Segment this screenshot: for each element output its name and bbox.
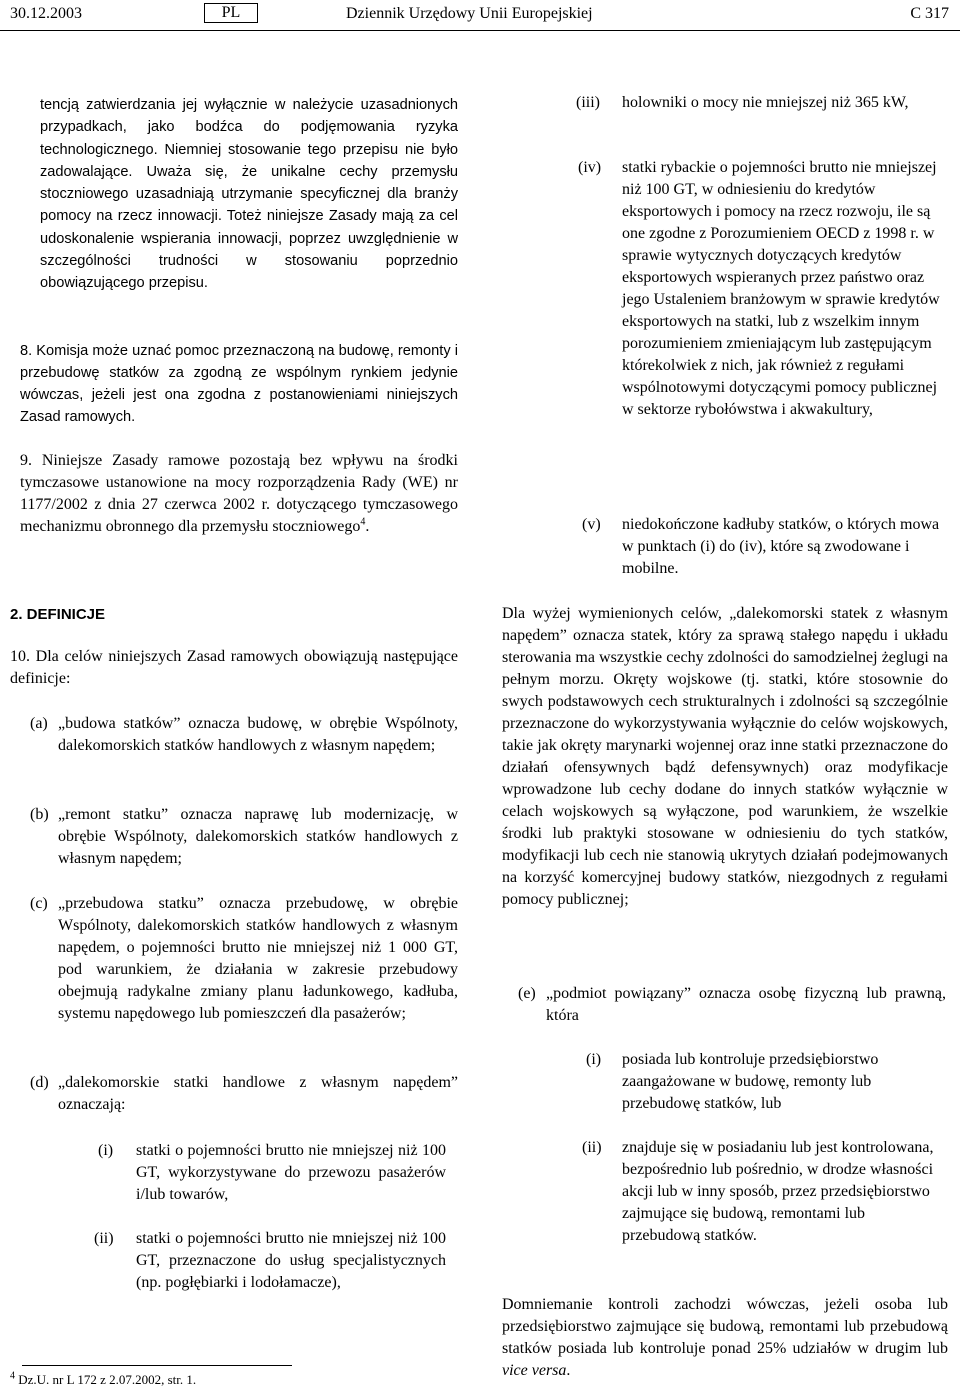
v-text: niedokończone kadłuby statków, o których mowa w punktach (i) do (iv), które są zwodowane i mobilne. xyxy=(622,516,940,577)
header-date: 30.12.2003 xyxy=(10,5,82,22)
iii-text: holowniki o mocy nie mniejszej niż 365 kW, xyxy=(622,94,909,111)
e-ii-label: (ii) xyxy=(582,1139,602,1156)
header-journal-title: Dziennik Urzędowy Unii Europejskiej xyxy=(346,5,593,22)
final-italic: vice versa xyxy=(502,1362,567,1379)
d-i-label: (i) xyxy=(98,1142,114,1159)
definition-e: „podmiot powiązany” oznacza osobę fizyczną lub prawną, która xyxy=(546,985,946,1024)
d-ii-text: statki o pojemności brutto nie mniejszej niż 100 GT, przeznaczone do usług specjalistycznych (np. pogłębiarki i lodołamacze), xyxy=(136,1230,446,1291)
intro-paragraph: tencją zatwierdzania jej wyłącznie w należycie uzasadnionych przypadkach, jako bodźca do podjęmowania ryzyka technologicznego. Niemniej stosowanie tego przepisu nie było zadowalające. Uważa się, że unikalne cechy przemysłu stoczniowego uzasadniają utrzymanie specyficznej dla branży pomocy na rzecz innowacji. Toteż niniejsze Zasady mają za cel udoskonalenie wspierania innowacji, poprzez uwzględnienie w szczególności trudności w stosowaniu poprzednio obowiązującego przepisu. xyxy=(40,97,458,292)
footnote-reference: 4 xyxy=(360,516,366,528)
header-rule xyxy=(0,30,960,31)
section-heading: 2. DEFINICJE xyxy=(10,606,106,623)
control-presumption-paragraph xyxy=(502,1294,948,1382)
e-i-text: posiada lub kontroluje przedsiębiorstwo zaangażowane w budowę, remonty lub przebudowę statków, lub xyxy=(622,1051,879,1112)
iv-label: (iv) xyxy=(578,159,602,176)
iii-label: (iii) xyxy=(576,94,600,111)
footnote xyxy=(10,1372,196,1388)
d-i-text: statki o pojemności brutto nie mniejszej niż 100 GT, wykorzystywane do przewozu pasażerów i/lub towarów, xyxy=(136,1142,446,1203)
final-text-b: . xyxy=(566,1362,571,1379)
paragraph-9 xyxy=(20,450,458,538)
v-label: (v) xyxy=(582,516,601,533)
def-a-label: (a) xyxy=(30,715,48,732)
footnote-text: Dz.U. nr L 172 z 2.07.2002, str. 1. xyxy=(18,1372,197,1387)
def-c-label: (c) xyxy=(30,895,48,912)
definition-c: „przebudowa statku” oznacza przebudowę, w obrębie Wspólnoty, dalekomorskich statków handlowych z własnym napędem, o pojemności brutto nie mniejszej niż 1 000 GT, pod warunkiem, że działania w zakresie przebudowy obejmują radykalne zmiany planu ładunkowego, kadłuba, systemu napędowego lub pomieszczeń dla pasażerów; xyxy=(58,895,458,1022)
paragraph-8: 8. Komisja może uznać pomoc przeznaczoną na budowę, remonty i przebudowę statków za zgodną ze wspólnym rynkiem jedynie wówczas, jeżeli jest ona zgodna z postanowieniami niniejszych Zasad ramowych. xyxy=(20,343,458,425)
definition-d: „dalekomorskie statki handlowe z własnym napędem” oznaczają: xyxy=(58,1074,458,1113)
paragraph-10: 10. Dla celów niniejszych Zasad ramowych obowiązują następujące definicje: xyxy=(10,648,458,687)
def-b-label: (b) xyxy=(30,806,49,823)
final-text-a: Domniemanie kontroli zachodzi wówczas, jeżeli osoba lub przedsiębiorstwo zajmujące się budową, remontami lub przebudową statków posiada lub kontroluje ponad 25% udziałów w drugim lub xyxy=(502,1296,948,1357)
footnote-number: 4 xyxy=(10,1370,15,1382)
definition-a: „budowa statków” oznacza budowę, w obrębie Wspólnoty, dalekomorskich statków handlowych z własnym napędem; xyxy=(58,715,458,754)
header-page-number: C 317 xyxy=(910,5,949,22)
definition-b: „remont statku” oznacza naprawę lub modernizację, w obrębie Wspólnoty, dalekomorskich statków handlowych z własnym napędem; xyxy=(58,806,458,867)
header-language-box: PL xyxy=(204,3,258,23)
paragraph-9-end: . xyxy=(365,518,370,535)
vessel-definition-paragraph: Dla wyżej wymienionych celów, „dalekomorski statek z własnym napędem” oznacza statek, który za sprawą stałego napędu i układu sterowania ma wszystkie cechy zdolności do samodzielnej żeglugi na pełnym morzu. Okręty wojskowe (tj. statki, które stosownie do swych podstawowych cech strukturalnych i zdolności są szczególnie przeznaczone do wykorzystywania wyłącznie do celów wojskowych, takie jak okręty marynarki wojennej oraz inne statki przeznaczone do działań ofensywnych bądź defensywnych) oraz modyfikacje wprowadzone lub cechy dodane do innych statków wyłącznie w celach wojskowych są wyłączone, pod warunkiem, że wszelkie środki lub praktyki stosowane w odniesieniu do tych statków, modyfikacji lub cech nie stanowią ukrytych działań podejmowanych na korzyść komercyjnej budowy statków, niezgodnych z regułami pomocy publicznej; xyxy=(502,605,948,908)
page-header xyxy=(0,0,960,30)
paragraph-9-text: 9. Niniejsze Zasady ramowe pozostają bez wpływu na środki tymczasowe ustanowione na mocy rozporządzenia Rady (WE) nr 1177/2002 z dnia 27 czerwca 2002 r. dotyczącego tymczasowego mechanizmu obronnego dla przemysłu stoczniowego xyxy=(20,452,458,535)
d-ii-label: (ii) xyxy=(94,1230,114,1247)
footnote-rule xyxy=(22,1365,292,1366)
def-e-label: (e) xyxy=(518,985,536,1002)
e-i-label: (i) xyxy=(586,1051,602,1068)
def-d-label: (d) xyxy=(30,1074,49,1091)
e-ii-text: znajduje się w posiadaniu lub jest kontrolowana, bezpośrednio lub pośrednio, w drodze własności akcji lub w inny sposób, przez przedsiębiorstwo zajmujące się budową, remontami lub przebudową statków. xyxy=(622,1139,934,1244)
iv-text: statki rybackie o pojemności brutto nie mniejszej niż 100 GT, w odniesieniu do kredytów eksportowych i pomocy na rzecz rozwoju, ile są one zgodne z Porozumieniem OECD z 1998 r. w sprawie wytycznych dotyczących kredytów eksportowych wspieranych przez państwo oraz jego Ustaleniem branżowym w sprawie kredytów eksportowych na statki, lub z wszelkim innym porozumieniem zmieniającym lub zastępującym którekolwiek z nich, jak również z regułami wspólnotowymi dotyczącymi pomocy publicznej w sektorze rybołówstwa i akwakultury, xyxy=(622,159,940,418)
